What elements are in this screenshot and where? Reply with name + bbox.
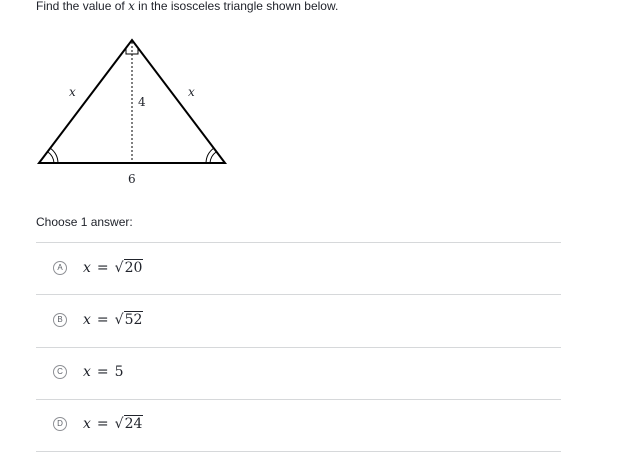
choice-d[interactable] — [36, 399, 561, 451]
choice-answer — [83, 415, 143, 433]
choice-letter-bubble: A — [53, 261, 67, 275]
right-side-label: x — [188, 85, 195, 99]
choice-answer — [83, 311, 143, 329]
choice-a[interactable] — [36, 243, 561, 295]
question-variable: x — [128, 0, 135, 13]
radicand: 24 — [124, 416, 143, 432]
answer-value: 5 — [114, 364, 124, 380]
choice-letter-bubble: B — [53, 313, 67, 327]
right-angle-arc-inner — [210, 152, 216, 163]
choice-letter-bubble: D — [53, 417, 67, 431]
answer-equals: = — [96, 312, 109, 328]
answer-equals: = — [96, 416, 109, 432]
isosceles-triangle-figure — [0, 0, 634, 200]
answer-equals: = — [96, 260, 109, 276]
choice-c[interactable] — [36, 347, 561, 399]
radicand: 20 — [124, 260, 143, 276]
left-angle-arc-inner — [48, 152, 54, 163]
radical-sign: √ — [114, 312, 124, 328]
answer-variable: x — [83, 416, 91, 432]
base-label: 6 — [128, 172, 136, 186]
answer-equals: = — [96, 364, 109, 380]
square-root — [115, 415, 144, 433]
radical-sign: √ — [114, 416, 124, 432]
height-label: 4 — [138, 95, 146, 109]
choose-answer-label: Choose 1 answer: — [36, 215, 133, 229]
choice-letter-bubble: C — [53, 365, 67, 379]
answer-variable: x — [83, 260, 91, 276]
left-side-label: x — [69, 85, 76, 99]
square-root — [115, 311, 144, 329]
square-root — [115, 259, 144, 277]
choice-answer — [83, 259, 143, 277]
question-suffix: in the isosceles triangle shown below. — [134, 0, 339, 13]
divider — [36, 451, 561, 452]
radicand: 52 — [124, 312, 143, 328]
choice-b[interactable] — [36, 295, 561, 347]
answer-variable: x — [83, 364, 91, 380]
choice-answer — [83, 363, 124, 381]
radical-sign: √ — [114, 260, 124, 276]
question-prefix: Find the value of — [36, 0, 129, 13]
answer-variable: x — [83, 312, 91, 328]
